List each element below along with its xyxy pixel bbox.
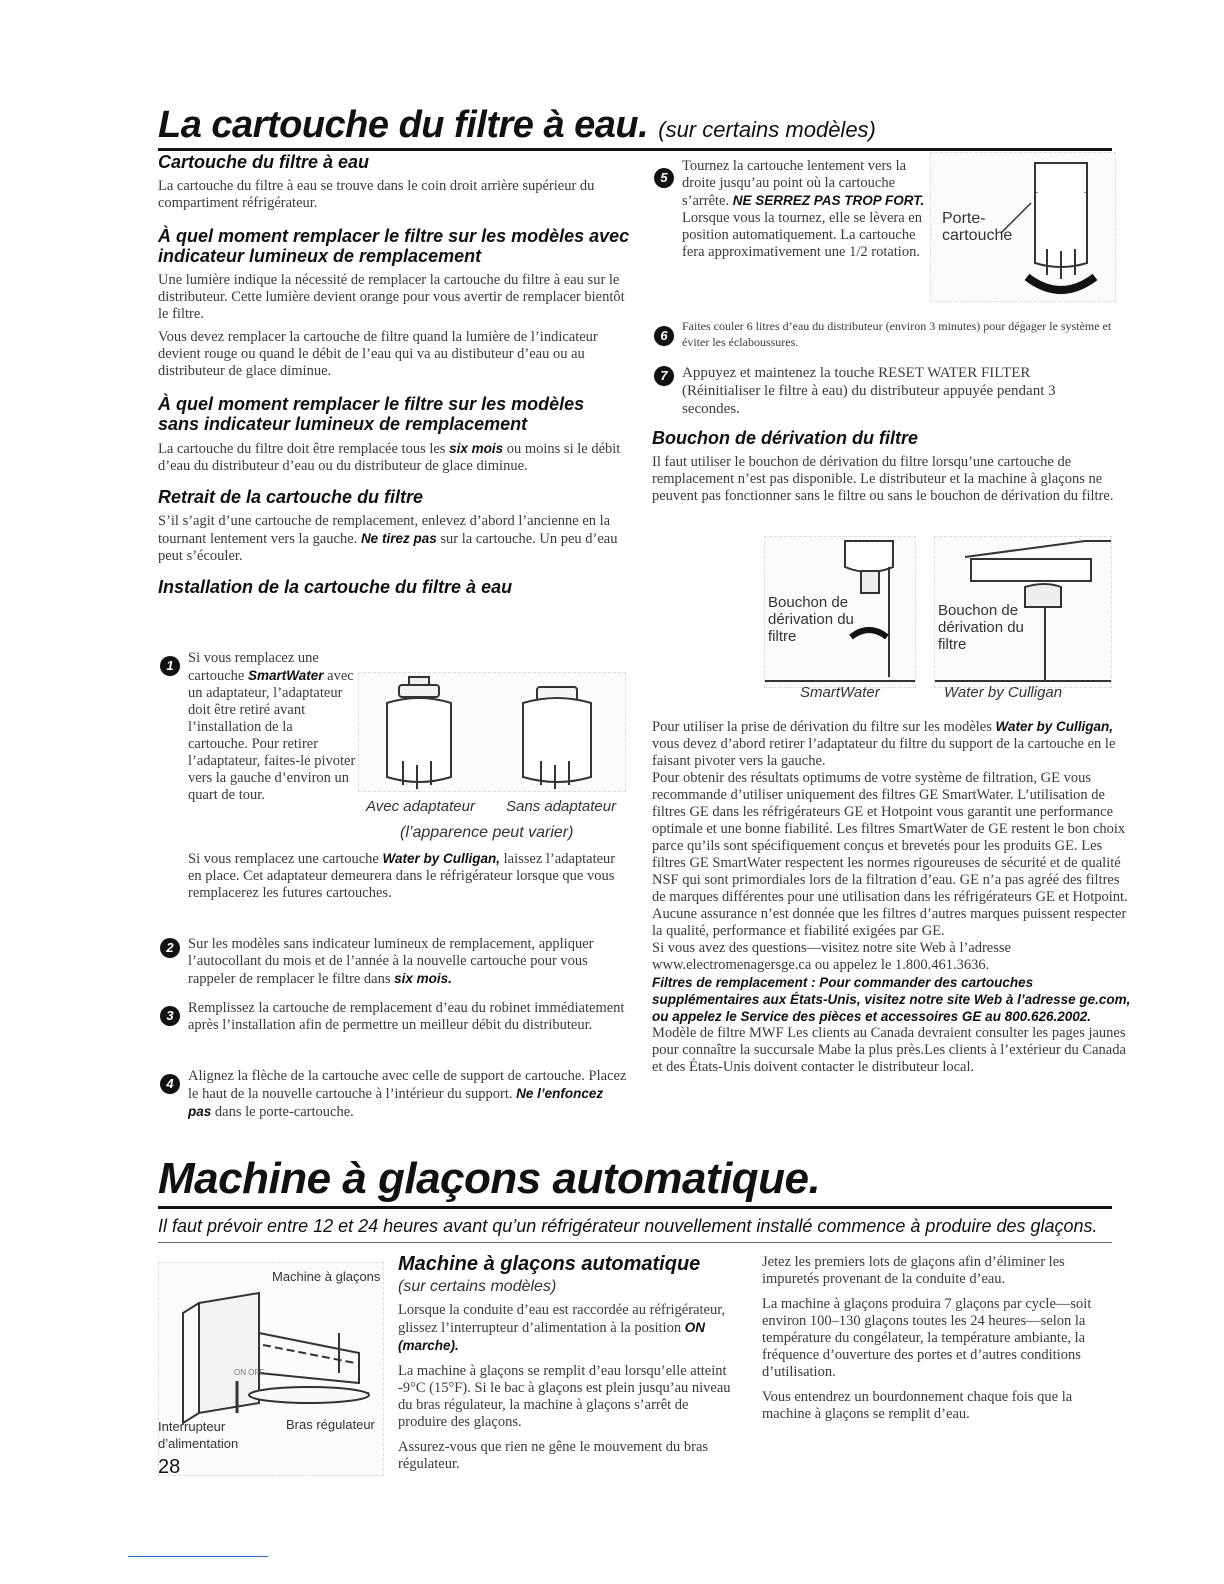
caption-culligan: Water by Culligan <box>944 684 1063 701</box>
step-3-text: Remplissez la cartouche de remplacement d’eau du robinet immédiatement après l’installation afin de permettre un meilleur débit du distributeur. <box>188 1000 625 1033</box>
step-1-culligan: Si vous remplacez une cartouche Water by Culligan, laissez l’adaptateur en place. Cet adaptateur demeurera dans le réfrigérateur lorsque que vous remplacerez les futures cartouches. <box>188 851 616 901</box>
bypass-section <box>652 428 1132 505</box>
caption-appearance: (l’apparence peut varier) <box>400 824 574 841</box>
label-bras: Bras régulateur <box>286 1417 375 1432</box>
label-porte-cartouche: Porte-cartouche <box>942 210 1013 244</box>
ice-heading: Machine à glaçons automatique <box>398 1253 701 1275</box>
ice-right-column <box>762 1254 1092 1423</box>
step-4-text: Alignez la flèche de la cartouche avec celle de support de cartouche. Placez le haut de la nouvelle cartouche à l’intérieur du support. Ne l’enfoncez pas dans le porte-cartouche. <box>188 1068 627 1120</box>
ice-banner-rule <box>158 1242 1112 1243</box>
label-machine: Machine à glaçons <box>272 1269 381 1284</box>
rotate-arrow-icon <box>851 630 887 637</box>
ice-subheading: (sur certains modèles) <box>398 1278 557 1295</box>
label-bouchon-1: Bouchon de dérivation du filtre <box>768 594 854 645</box>
caption-without-adapter: Sans adaptateur <box>506 798 617 815</box>
para-ge-filters: Pour obtenir des résultats optimums de votre système de filtration, GE vous recommande d’utiliser uniquement des filtres GE SmartWater. L’utilisation de filtres GE dans les réfrigérateurs GE et Hotpoint vous garantit une performance optimale et une bonne fiabilité. Les filtres SmartWater de GE restent le bon choix parce qu’ils sont spécifiquement conçus et brevetés pour les produits GE. Les filtres GE SmartWater respectent les normes rigoureuses de sécurité et de qualité NSF qui sont primordiales lors de la filtration d’eau. GE n’a pas agréé des filtres de marques différentes pour une utilisation dans les réfrigérateurs GE et Hotpoint. Aucune assurance n’est donnée que les filtres d’autres marques puissent respecter la qualité, performance et fiabilité exigées par GE. <box>652 770 1128 939</box>
para-retrait: S’il s’agit d’une cartouche de remplacement, enlevez d’abord l’ancienne en la tournant lentement vers la gauche. Ne tirez pas sur la cartouche. Un peu d’eau peut s’écouler. <box>158 513 618 564</box>
page-title: La cartouche du filtre à eau. (sur certains modèles) <box>158 104 876 146</box>
ice-para-1: Lorsque la conduite d’eau est raccordée au réfrigérateur, glissez l’interrupteur d’alimentation à la position ON (marche). <box>398 1302 726 1353</box>
para-cartouche: La cartouche du filtre à eau se trouve dans le coin droit arrière supérieur du compartiment réfrigérateur. <box>158 178 595 211</box>
step-2-badge: 2 <box>160 938 180 958</box>
step-7-badge: 7 <box>654 366 674 386</box>
left-column <box>158 152 630 597</box>
para-avec-1: Une lumière indique la nécessité de remplacer la cartouche du filtre à eau sur le distributeur. Cette lumière devient orange pour vous avertir de remplacer bientôt le filtre. <box>158 272 625 322</box>
title-rule <box>158 148 1112 151</box>
filter-with-adapter-icon <box>387 677 451 789</box>
heading-avec-indicateur: À quel moment remplacer le filtre sur les modèles avec indicateur lumineux de remplacement <box>158 226 630 266</box>
page-number: 28 <box>158 1456 181 1478</box>
filter-figure <box>358 672 626 792</box>
ice-para-2: La machine à glaçons se remplit d’eau lorsqu’elle atteint -9°C (15°F). Si le bac à glaçons est plein jusqu’au niveau du bras régulateur, la machine à glaçons s’arrêt de produire des glaçons. <box>398 1363 731 1430</box>
step-5-text: Tournez la cartouche lentement vers la droite jusqu’au point où la cartouche s’arrête. NE SERREZ PAS TROP FORT. Lorsque vous la tournez, elle se lèvera en position automatiquement. La cartouche fera approximativement une 1/2 rotation. <box>682 158 925 260</box>
step-5-badge: 5 <box>654 168 674 188</box>
step-6-badge: 6 <box>654 326 674 346</box>
step-3-badge: 3 <box>160 1006 180 1026</box>
heading-installation: Installation de la cartouche du filtre à eau <box>158 577 513 597</box>
heading-bypass: Bouchon de dérivation du filtre <box>652 428 919 448</box>
label-interrupteur: Interrupteur d’alimentation <box>158 1419 239 1451</box>
step-1-text: Si vous remplacez une cartouche SmartWater avec un adaptateur, l’adaptateur doit être retiré avant l’installation de la cartouche. Pour retirer l’adaptateur, faites-le pivoter vers la gauche d’environ un quart de tour. <box>188 650 356 803</box>
para-replacement: Filtres de remplacement : Pour commander des cartouches supplémentaires aux États-Unis, visitez notre site Web à l’adresse ge.com, ou appelez le Service des pièces et accessoires GE au 800.626.2002. <box>652 975 1131 1024</box>
para-questions: Si vous avez des questions—visitez notre site Web à l’adresse www.electromenagersge.ca ou appelez le 1.800.461.3636. <box>652 940 1011 973</box>
step-4-badge: 4 <box>160 1074 180 1094</box>
caption-with-adapter: Avec adaptateur <box>366 798 475 815</box>
para-bypass-culligan: Pour utiliser la prise de dérivation du filtre sur les modèles Water by Culligan, vous devez d’abord retirer l’adaptateur du filtre du support de la cartouche en le faisant pivoter vers la gauche. <box>652 719 1116 769</box>
heading-cartouche: Cartouche du filtre à eau <box>158 152 370 172</box>
step-2-text: Sur les modèles sans indicateur lumineux de remplacement, appliquer l’autocollant du mois et de l’année à la nouvelle cartouche pour vous rappeler de remplacer le filtre dans six mois. <box>188 936 594 987</box>
filter-without-adapter-icon <box>523 687 591 789</box>
ice-para-r2: La machine à glaçons produira 7 glaçons par cycle—soit environ 100–130 glaçons toutes les 24 heures—selon la température du congélateur, la température ambiante, la fréquence d’ouverture des portes et d’autres conditions d’utilisation. <box>762 1296 1092 1380</box>
heading-sans-indicateur: À quel moment remplacer le filtre sur les modèles sans indicateur lumineux de remplacement <box>158 394 585 434</box>
step-7-text: Appuyez et maintenez la touche RESET WATER FILTER (Réinitialiser le filtre à eau) du distributeur appuyée pendant 3 secondes. <box>682 365 1056 417</box>
step-1-badge: 1 <box>160 656 180 676</box>
para-sans: La cartouche du filtre doit être remplacée tous les six mois ou moins si le débit d’eau du distributeur d’eau ou du distributeur de glace diminue. <box>158 441 621 474</box>
para-bypass: Il faut utiliser le bouchon de dérivation du filtre lorsqu’une cartouche de remplacement n’est pas disponible. Le distributeur et la machine à glaçons ne peuvent pas fonctionner sans le filtre ou sans le bouchon de dérivation du filtre. <box>652 454 1114 504</box>
heading-retrait: Retrait de la cartouche du filtre <box>158 487 424 507</box>
label-bouchon-2: Bouchon de dérivation du filtre <box>938 602 1024 653</box>
para-canada: Modèle de filtre MWF Les clients au Canada devraient consulter les pages jaunes pour connaître la succursale Mabe la plus près.Les clients à l’extérieur du Canada et des États-Unis doivent contacter le distributeur local. <box>652 1025 1126 1075</box>
bypass-text <box>652 718 1132 1076</box>
caption-smartwater: SmartWater <box>800 684 880 701</box>
ice-center-column <box>398 1254 738 1473</box>
ice-machine-title: Machine à glaçons automatique. <box>158 1154 821 1203</box>
ice-banner: Il faut prévoir entre 12 et 24 heures avant qu’un réfrigérateur nouvellement installé commence à produire des glaçons. <box>158 1216 1098 1236</box>
ice-para-3: Assurez-vous que rien ne gêne le mouvement du bras régulateur. <box>398 1439 709 1472</box>
ice-rule <box>158 1206 1112 1209</box>
ice-para-r1: Jetez les premiers lots de glaçons afin d’éliminer les impuretés provenant de la conduite d’eau. <box>762 1254 1065 1287</box>
step-6-text: Faites couler 6 litres d’eau du distributeur (environ 3 minutes) pour dégager le système et éviter les éclaboussures. <box>682 319 1112 349</box>
ice-para-r3: Vous entendrez un bourdonnement chaque fois que la machine à glaçons se remplit d’eau. <box>762 1389 1073 1422</box>
footer-link-rule <box>128 1556 268 1557</box>
para-avec-2: Vous devez remplacer la cartouche de filtre quand la lumière de l’indicateur devient rouge ou quand le débit de l’eau qui va au distibuteur d’eau ou au distributeur de glace diminue. <box>158 329 598 379</box>
label-switch: ON OFF <box>234 1368 265 1377</box>
